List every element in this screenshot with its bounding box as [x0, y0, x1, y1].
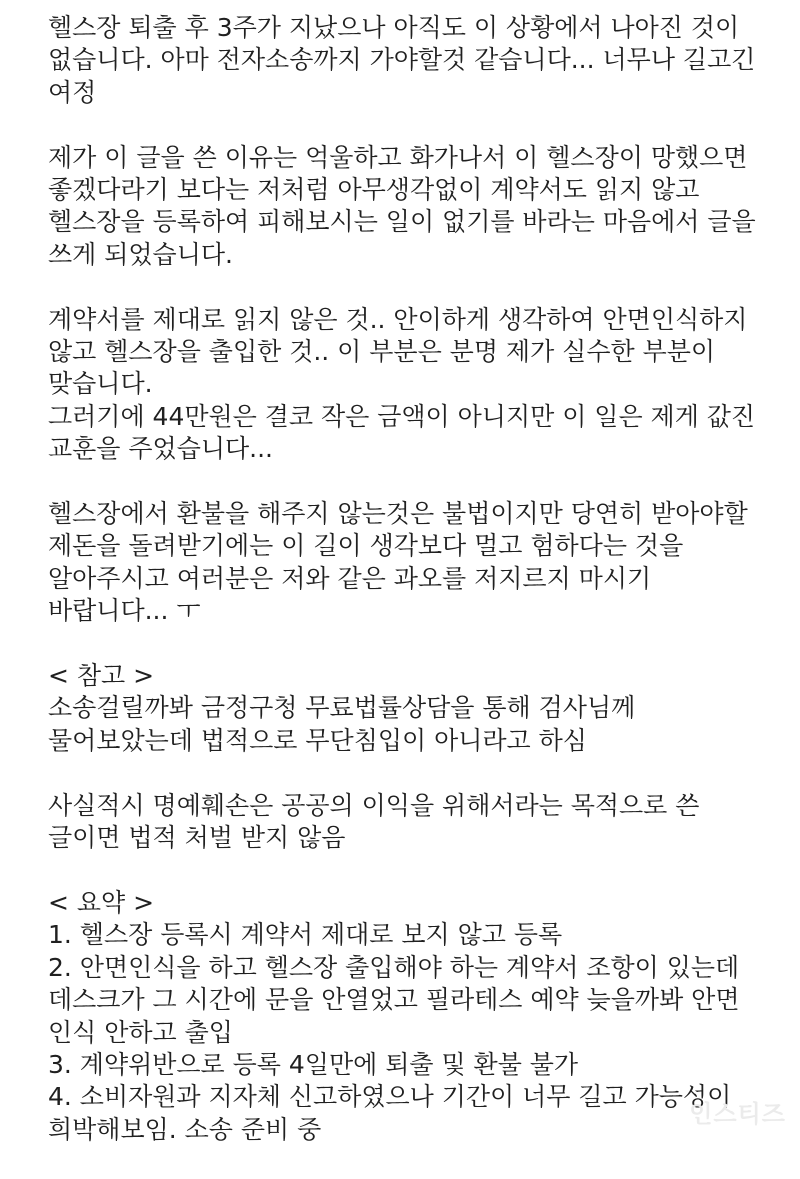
- text-line: 바랍니다... ㅜ: [48, 596, 201, 626]
- text-line: 없습니다. 아마 전자소송까지 가야할것 같습니다... 너무나 길고긴: [48, 45, 756, 75]
- text-line: 교훈을 주었습니다...: [48, 434, 273, 464]
- list-item: 3. 계약위반으로 등록 4일만에 퇴출 및 환불 불가: [48, 1049, 579, 1079]
- text-line: 계약서를 제대로 읽지 않은 것.. 안이하게 생각하여 안면인식하지: [48, 304, 748, 334]
- text-line: 않고 헬스장을 출입한 것.. 이 부분은 분명 제가 실수한 부분이: [48, 337, 716, 367]
- text-line: 알아주시고 여러분은 저와 같은 과오를 저지르지 마시기: [48, 563, 652, 593]
- text-line: 쓰게 되었습니다.: [48, 239, 233, 269]
- text-line: 사실적시 명예훼손은 공공의 이익을 위해서라는 목적으로 쓴: [48, 790, 700, 820]
- text-line: 그러기에 44만원은 결코 작은 금액이 아니지만 이 일은 제게 값진: [48, 401, 756, 431]
- list-item: 4. 소비자원과 지자체 신고하였으나 기간이 너무 길고 가능성이: [48, 1082, 732, 1112]
- text-line: 헬스장에서 환불을 해주지 않는것은 불법이지만 당연히 받아야할: [48, 499, 748, 529]
- section-heading: < 참고 >: [48, 661, 155, 691]
- text-line: 희박해보임. 소송 준비 중: [48, 1114, 322, 1144]
- paragraph-summary: [48, 887, 788, 1146]
- text-line: 물어보았는데 법적으로 무단침입이 아니라고 하심: [48, 725, 587, 755]
- paragraph-reference: [48, 660, 788, 757]
- text-line: 좋겠다라기 보다는 저처럼 아무생각없이 계약서도 읽지 않고: [48, 175, 700, 205]
- paragraph-admission: [48, 304, 788, 466]
- text-line: 헬스장 퇴출 후 3주가 지났으나 아직도 이 상황에서 나아진 것이: [48, 13, 740, 42]
- list-item: 1. 헬스장 등록시 계약서 제대로 보지 않고 등록: [48, 920, 563, 950]
- text-line: 데스크가 그 시간에 문을 안열었고 필라테스 예약 늦을까봐 안면: [48, 985, 740, 1015]
- paragraph-defamation-note: [48, 790, 788, 855]
- paragraph-warning: [48, 498, 788, 628]
- site-watermark: 인스티즈: [689, 1100, 786, 1128]
- paragraph-intro: [48, 12, 788, 109]
- text-line: 제돈을 돌려받기에는 이 길이 생각보다 멀고 험하다는 것을: [48, 531, 684, 561]
- text-line: 인식 안하고 출입: [48, 1017, 233, 1047]
- text-line: 맞습니다.: [48, 369, 153, 399]
- section-heading: < 요약 >: [48, 887, 155, 917]
- text-line: 글이면 법적 처벌 받지 않음: [48, 823, 346, 853]
- text-line: 제가 이 글을 쓴 이유는 억울하고 화가나서 이 헬스장이 망했으면: [48, 142, 748, 172]
- text-line: 여정: [48, 77, 97, 107]
- paragraph-reason: [48, 142, 788, 272]
- text-line: 소송걸릴까봐 금정구청 무료법률상담을 통해 검사님께: [48, 693, 636, 723]
- document-body: [48, 12, 788, 1179]
- list-item: 2. 안면인식을 하고 헬스장 출입해야 하는 계약서 조항이 있는데: [48, 952, 740, 982]
- text-line: 헬스장을 등록하여 피해보시는 일이 없기를 바라는 마음에서 글을: [48, 207, 756, 237]
